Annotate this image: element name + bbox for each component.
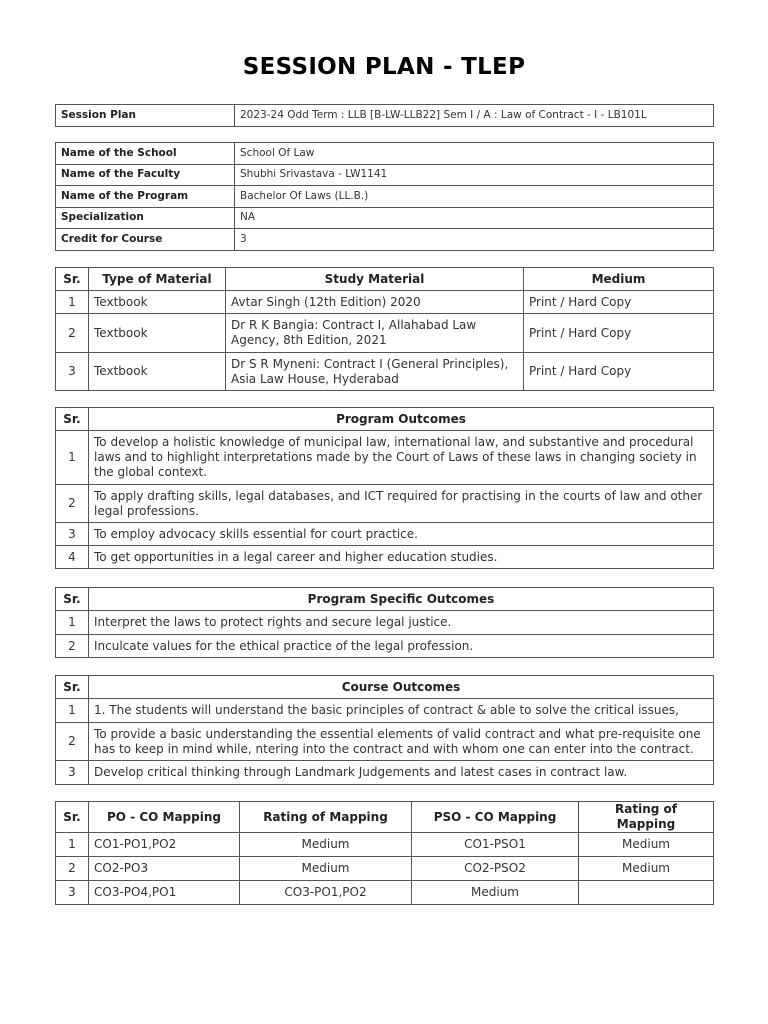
table-row bbox=[56, 761, 714, 785]
table-header-row bbox=[56, 268, 714, 291]
row-number: 3 bbox=[56, 761, 89, 785]
course-outcomes-table bbox=[55, 675, 714, 785]
program-value: Bachelor Of Laws (LL.B.) bbox=[235, 186, 714, 208]
po-co-mapping: CO2-PO3 bbox=[89, 857, 240, 881]
table-row bbox=[56, 485, 714, 523]
material-medium: Print / Hard Copy bbox=[524, 353, 714, 391]
credit-value: 3 bbox=[235, 229, 714, 251]
pso-co-mapping: Medium bbox=[412, 881, 579, 905]
table-row bbox=[56, 881, 714, 905]
column-header: Program Specific Outcomes bbox=[89, 588, 714, 611]
table-header-row bbox=[56, 802, 714, 833]
faculty-label: Name of the Faculty bbox=[56, 164, 235, 186]
row-number: 2 bbox=[56, 314, 89, 353]
study-material: Dr S R Myneni: Contract I (General Principles), Asia Law House, Hyderabad bbox=[226, 353, 524, 391]
column-header: PSO - CO Mapping bbox=[412, 802, 579, 833]
study-material-table bbox=[55, 267, 714, 391]
table-header-row bbox=[56, 408, 714, 431]
column-header: Sr. bbox=[56, 802, 89, 833]
outcome-text: To employ advocacy skills essential for court practice. bbox=[89, 523, 714, 546]
table-row bbox=[56, 857, 714, 881]
material-medium: Print / Hard Copy bbox=[524, 291, 714, 314]
pso-rating: Medium bbox=[579, 857, 714, 881]
po-co-mapping: CO1-PO1,PO2 bbox=[89, 833, 240, 857]
study-material: Dr R K Bangia: Contract I, Allahabad Law Agency, 8th Edition, 2021 bbox=[226, 314, 524, 353]
row-number: 2 bbox=[56, 857, 89, 881]
column-header: Sr. bbox=[56, 268, 89, 291]
specialization-label: Specialization bbox=[56, 207, 235, 229]
outcome-text: To get opportunities in a legal career and higher education studies. bbox=[89, 546, 714, 569]
table-row bbox=[56, 523, 714, 546]
po-rating: Medium bbox=[240, 833, 412, 857]
outcome-text: Inculcate values for the ethical practice of the legal profession. bbox=[89, 635, 714, 658]
table-row bbox=[56, 546, 714, 569]
outcome-text: To provide a basic understanding the essential elements of valid contract and what pre-requisite one has to keep in mind while, ntering into the contract and with whom one can enter into the contract. bbox=[89, 723, 714, 761]
column-header: Rating of Mapping bbox=[240, 802, 412, 833]
row-number: 3 bbox=[56, 353, 89, 391]
school-label: Name of the School bbox=[56, 143, 235, 165]
po-rating: CO3-PO1,PO2 bbox=[240, 881, 412, 905]
pso-rating bbox=[579, 881, 714, 905]
faculty-value: Shubhi Srivastava - LW1141 bbox=[235, 164, 714, 186]
row-number: 1 bbox=[56, 431, 89, 485]
table-row bbox=[56, 353, 714, 391]
column-header: Study Material bbox=[226, 268, 524, 291]
session-plan-table bbox=[55, 104, 714, 127]
column-header: Type of Material bbox=[89, 268, 226, 291]
column-header: Sr. bbox=[56, 676, 89, 699]
co-mapping-table bbox=[55, 801, 714, 905]
table-header-row bbox=[56, 588, 714, 611]
session-plan-value: 2023-24 Odd Term : LLB [B-LW-LLB22] Sem I / A : Law of Contract - I - LB101L bbox=[235, 105, 714, 127]
row-number: 4 bbox=[56, 546, 89, 569]
program-label: Name of the Program bbox=[56, 186, 235, 208]
table-row bbox=[56, 635, 714, 658]
column-header: Program Outcomes bbox=[89, 408, 714, 431]
program-outcomes-table bbox=[55, 407, 714, 569]
course-info-table bbox=[55, 142, 714, 251]
row-number: 2 bbox=[56, 635, 89, 658]
table-row bbox=[56, 611, 714, 635]
outcome-text: Develop critical thinking through Landmark Judgements and latest cases in contract law. bbox=[89, 761, 714, 785]
table-row bbox=[56, 314, 714, 353]
row-number: 1 bbox=[56, 833, 89, 857]
outcome-text: 1. The students will understand the basic principles of contract & able to solve the critical issues, bbox=[89, 699, 714, 723]
material-medium: Print / Hard Copy bbox=[524, 314, 714, 353]
table-row bbox=[56, 143, 714, 165]
column-header: Sr. bbox=[56, 588, 89, 611]
row-number: 3 bbox=[56, 881, 89, 905]
table-row bbox=[56, 186, 714, 208]
table-row bbox=[56, 699, 714, 723]
session-plan-label: Session Plan bbox=[56, 105, 235, 127]
table-header-row bbox=[56, 676, 714, 699]
material-type: Textbook bbox=[89, 291, 226, 314]
pso-rating: Medium bbox=[579, 833, 714, 857]
outcome-text: To develop a holistic knowledge of municipal law, international law, and substantive and procedural laws and to highlight interpretations made by the Court of Laws of these laws in changing society in the global context. bbox=[89, 431, 714, 485]
table-row bbox=[56, 291, 714, 314]
page-title: SESSION PLAN - TLEP bbox=[242, 54, 526, 80]
outcome-text: To apply drafting skills, legal databases, and ICT required for practising in the courts of law and other legal professions. bbox=[89, 485, 714, 523]
po-co-mapping: CO3-PO4,PO1 bbox=[89, 881, 240, 905]
row-number: 2 bbox=[56, 485, 89, 523]
column-header: PO - CO Mapping bbox=[89, 802, 240, 833]
column-header: Medium bbox=[524, 268, 714, 291]
study-material: Avtar Singh (12th Edition) 2020 bbox=[226, 291, 524, 314]
table-row bbox=[56, 723, 714, 761]
table-row bbox=[56, 229, 714, 251]
program-specific-outcomes-table bbox=[55, 587, 714, 658]
po-rating: Medium bbox=[240, 857, 412, 881]
material-type: Textbook bbox=[89, 314, 226, 353]
column-header: Rating of Mapping bbox=[579, 802, 714, 833]
pso-co-mapping: CO1-PSO1 bbox=[412, 833, 579, 857]
table-row bbox=[56, 207, 714, 229]
table-row bbox=[56, 833, 714, 857]
outcome-text: Interpret the laws to protect rights and secure legal justice. bbox=[89, 611, 714, 635]
school-value: School Of Law bbox=[235, 143, 714, 165]
row-number: 3 bbox=[56, 523, 89, 546]
row-number: 1 bbox=[56, 611, 89, 635]
material-type: Textbook bbox=[89, 353, 226, 391]
row-number: 1 bbox=[56, 699, 89, 723]
column-header: Sr. bbox=[56, 408, 89, 431]
table-row bbox=[56, 431, 714, 485]
credit-label: Credit for Course bbox=[56, 229, 235, 251]
column-header: Course Outcomes bbox=[89, 676, 714, 699]
table-row bbox=[56, 164, 714, 186]
row-number: 2 bbox=[56, 723, 89, 761]
pso-co-mapping: CO2-PSO2 bbox=[412, 857, 579, 881]
row-number: 1 bbox=[56, 291, 89, 314]
specialization-value: NA bbox=[235, 207, 714, 229]
table-row bbox=[56, 105, 714, 127]
